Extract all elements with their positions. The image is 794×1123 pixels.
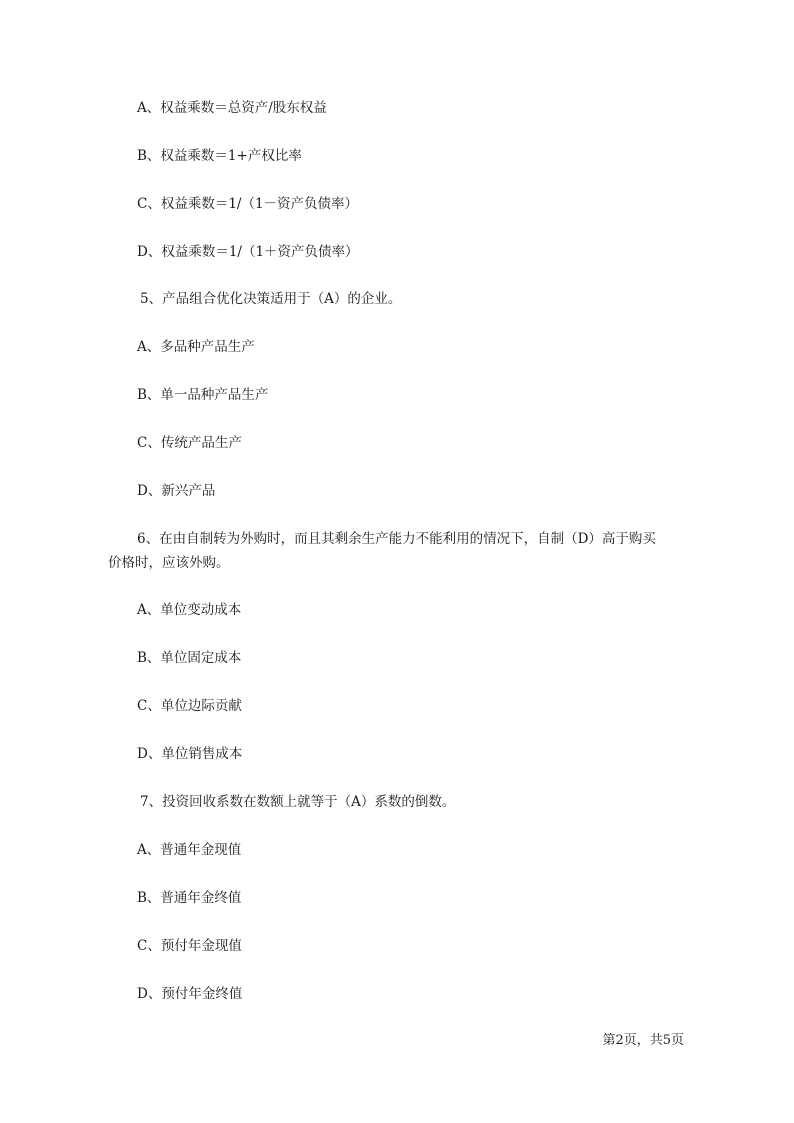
q7-option-c: C、预付年金现值 (137, 938, 242, 954)
q5-option-b: B、单一品种产品生产 (137, 387, 269, 403)
q4-option-d: D、权益乘数＝1/（1＋资产负债率） (137, 244, 359, 260)
q7-option-d: D、预付年金终值 (137, 986, 243, 1002)
question-7: 7、投资回收系数在数额上就等于（A）系数的倒数。 (140, 794, 456, 810)
q4-option-c: C、权益乘数＝1/（1－资产负债率） (137, 196, 359, 212)
q6-option-b: B、单位固定成本 (137, 650, 242, 666)
q7-option-b: B、普通年金终值 (137, 890, 242, 906)
q5-option-d: D、新兴产品 (137, 483, 216, 499)
question-6 (108, 527, 688, 575)
q4-option-a: A、权益乘数＝总资产/股东权益 (137, 100, 327, 116)
question-6-line-1: 6、在由自制转为外购时，而且其剩余生产能力不能利用的情况下，自制（D）高于购买 (137, 531, 656, 547)
page-number: 第2页，共5页 (602, 1033, 684, 1048)
question-5: 5、产品组合优化决策适用于（A）的企业。 (140, 291, 402, 307)
q6-option-a: A、单位变动成本 (137, 602, 242, 618)
question-6-line-2: 价格时，应该外购。 (108, 555, 230, 571)
q7-option-a: A、普通年金现值 (137, 842, 242, 858)
q5-option-a: A、多品种产品生产 (137, 339, 255, 355)
q5-option-c: C、传统产品生产 (137, 435, 242, 451)
q6-option-d: D、单位销售成本 (137, 746, 243, 762)
q4-option-b: B、权益乘数＝1+产权比率 (137, 148, 302, 164)
q6-option-c: C、单位边际贡献 (137, 698, 242, 714)
